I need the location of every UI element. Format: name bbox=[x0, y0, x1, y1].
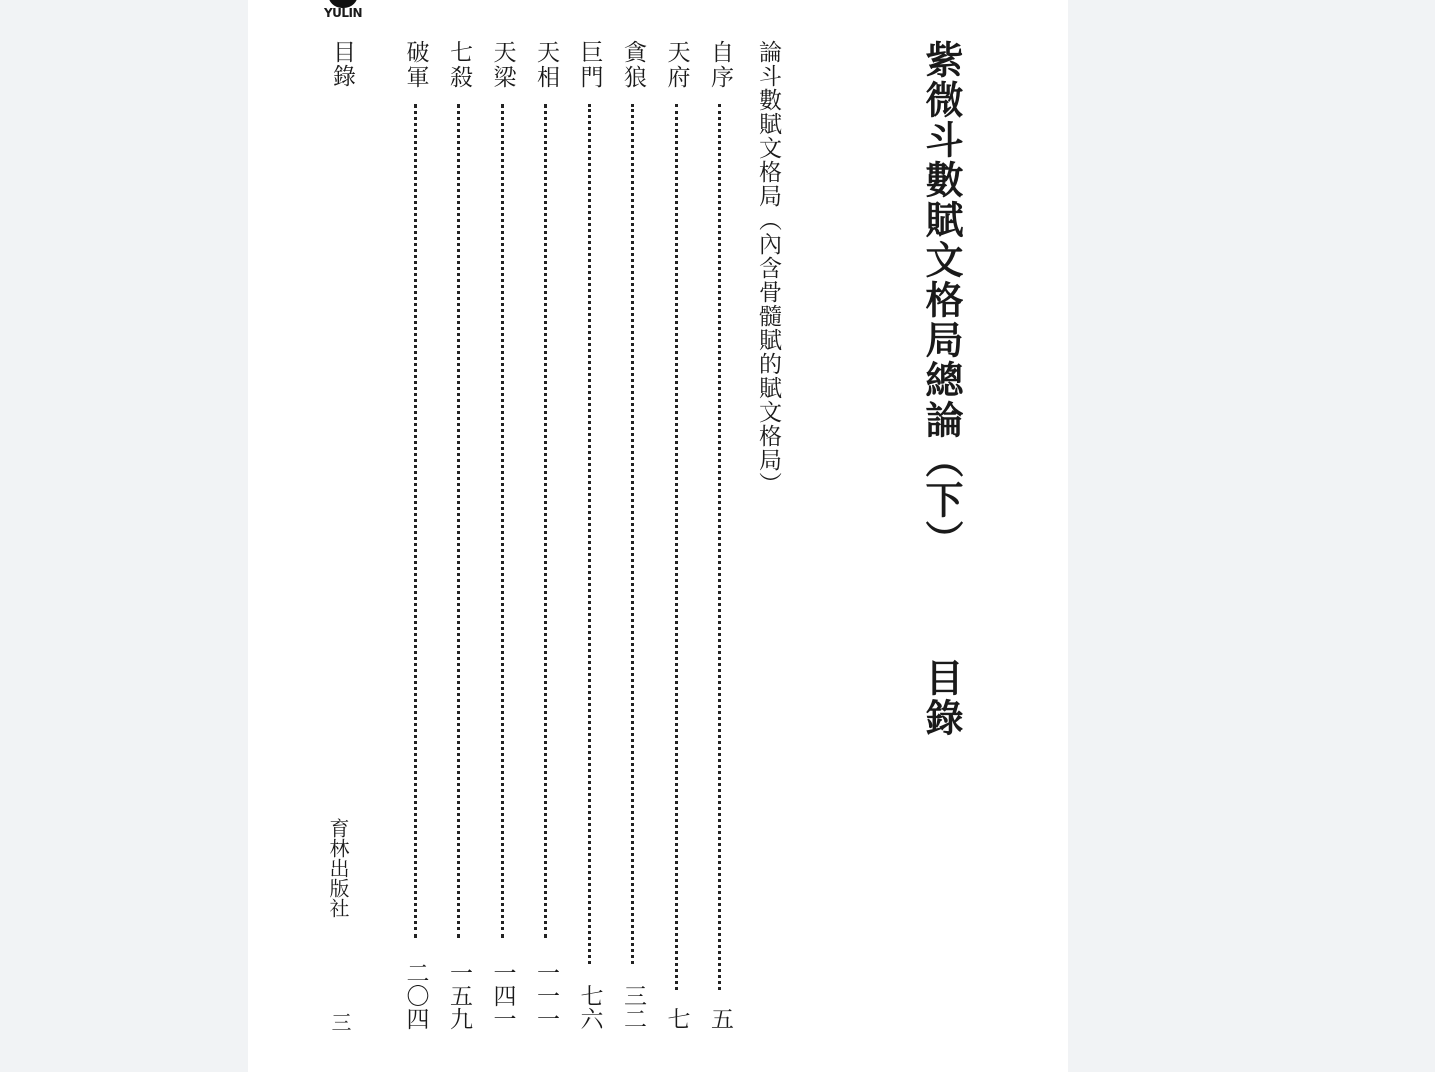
toc-leader-dots bbox=[718, 104, 721, 990]
toc-entry[interactable] bbox=[619, 40, 647, 1030]
publisher-logo bbox=[320, 0, 366, 26]
toc-entry-label: 天相 bbox=[533, 40, 559, 90]
toc-entry[interactable] bbox=[706, 40, 734, 1030]
book-page bbox=[248, 0, 1068, 1072]
running-head: 目錄 bbox=[329, 40, 355, 88]
toc-entry-label: 七殺 bbox=[446, 40, 472, 90]
toc-entry[interactable] bbox=[576, 40, 604, 1030]
toc-entry-label: 巨門 bbox=[576, 40, 603, 90]
toc-entry-page: 一一一 bbox=[533, 961, 559, 1030]
page-number: 三 bbox=[328, 1012, 352, 1032]
toc-entry-page: 二〇四 bbox=[402, 961, 429, 1030]
publisher-name: 育林出版社 bbox=[326, 818, 350, 918]
toc-entry[interactable] bbox=[663, 40, 691, 1030]
toc-entry-label: 破軍 bbox=[402, 40, 429, 90]
toc-heading: 目錄 bbox=[919, 658, 964, 738]
toc-leader-dots bbox=[588, 104, 591, 964]
toc-entry-page: 三二 bbox=[620, 984, 646, 1030]
toc-leader-dots bbox=[544, 104, 547, 938]
toc-entry-label: 天梁 bbox=[489, 40, 516, 90]
toc-leader-dots bbox=[457, 104, 460, 938]
toc-entry-page: 七 bbox=[663, 1007, 690, 1030]
toc-entry-page: 五 bbox=[707, 1007, 733, 1030]
toc-entry[interactable] bbox=[402, 40, 430, 1030]
toc-entry[interactable] bbox=[489, 40, 517, 1030]
toc-entry[interactable] bbox=[532, 40, 560, 1030]
toc-entry-page: 一四一 bbox=[489, 961, 516, 1030]
toc-leader-dots bbox=[631, 104, 634, 964]
logo-text: YULIN bbox=[323, 6, 363, 20]
toc-entry-page: 一五九 bbox=[446, 961, 472, 1030]
toc-entry[interactable] bbox=[445, 40, 473, 1030]
toc-entry-label: 貪狼 bbox=[620, 40, 646, 90]
toc-leader-dots bbox=[501, 104, 504, 938]
toc-entry-label: 自序 bbox=[707, 40, 733, 90]
book-title: 紫微斗數賦文格局總論（下） bbox=[919, 40, 964, 560]
toc-leader-dots bbox=[675, 104, 678, 990]
toc-entry-label: 天府 bbox=[663, 40, 690, 90]
toc-entry-page: 七六 bbox=[576, 984, 603, 1030]
section-heading: 論斗數賦文格局（內含骨髓賦的賦文格局） bbox=[755, 40, 781, 496]
toc-leader-dots bbox=[414, 104, 417, 938]
